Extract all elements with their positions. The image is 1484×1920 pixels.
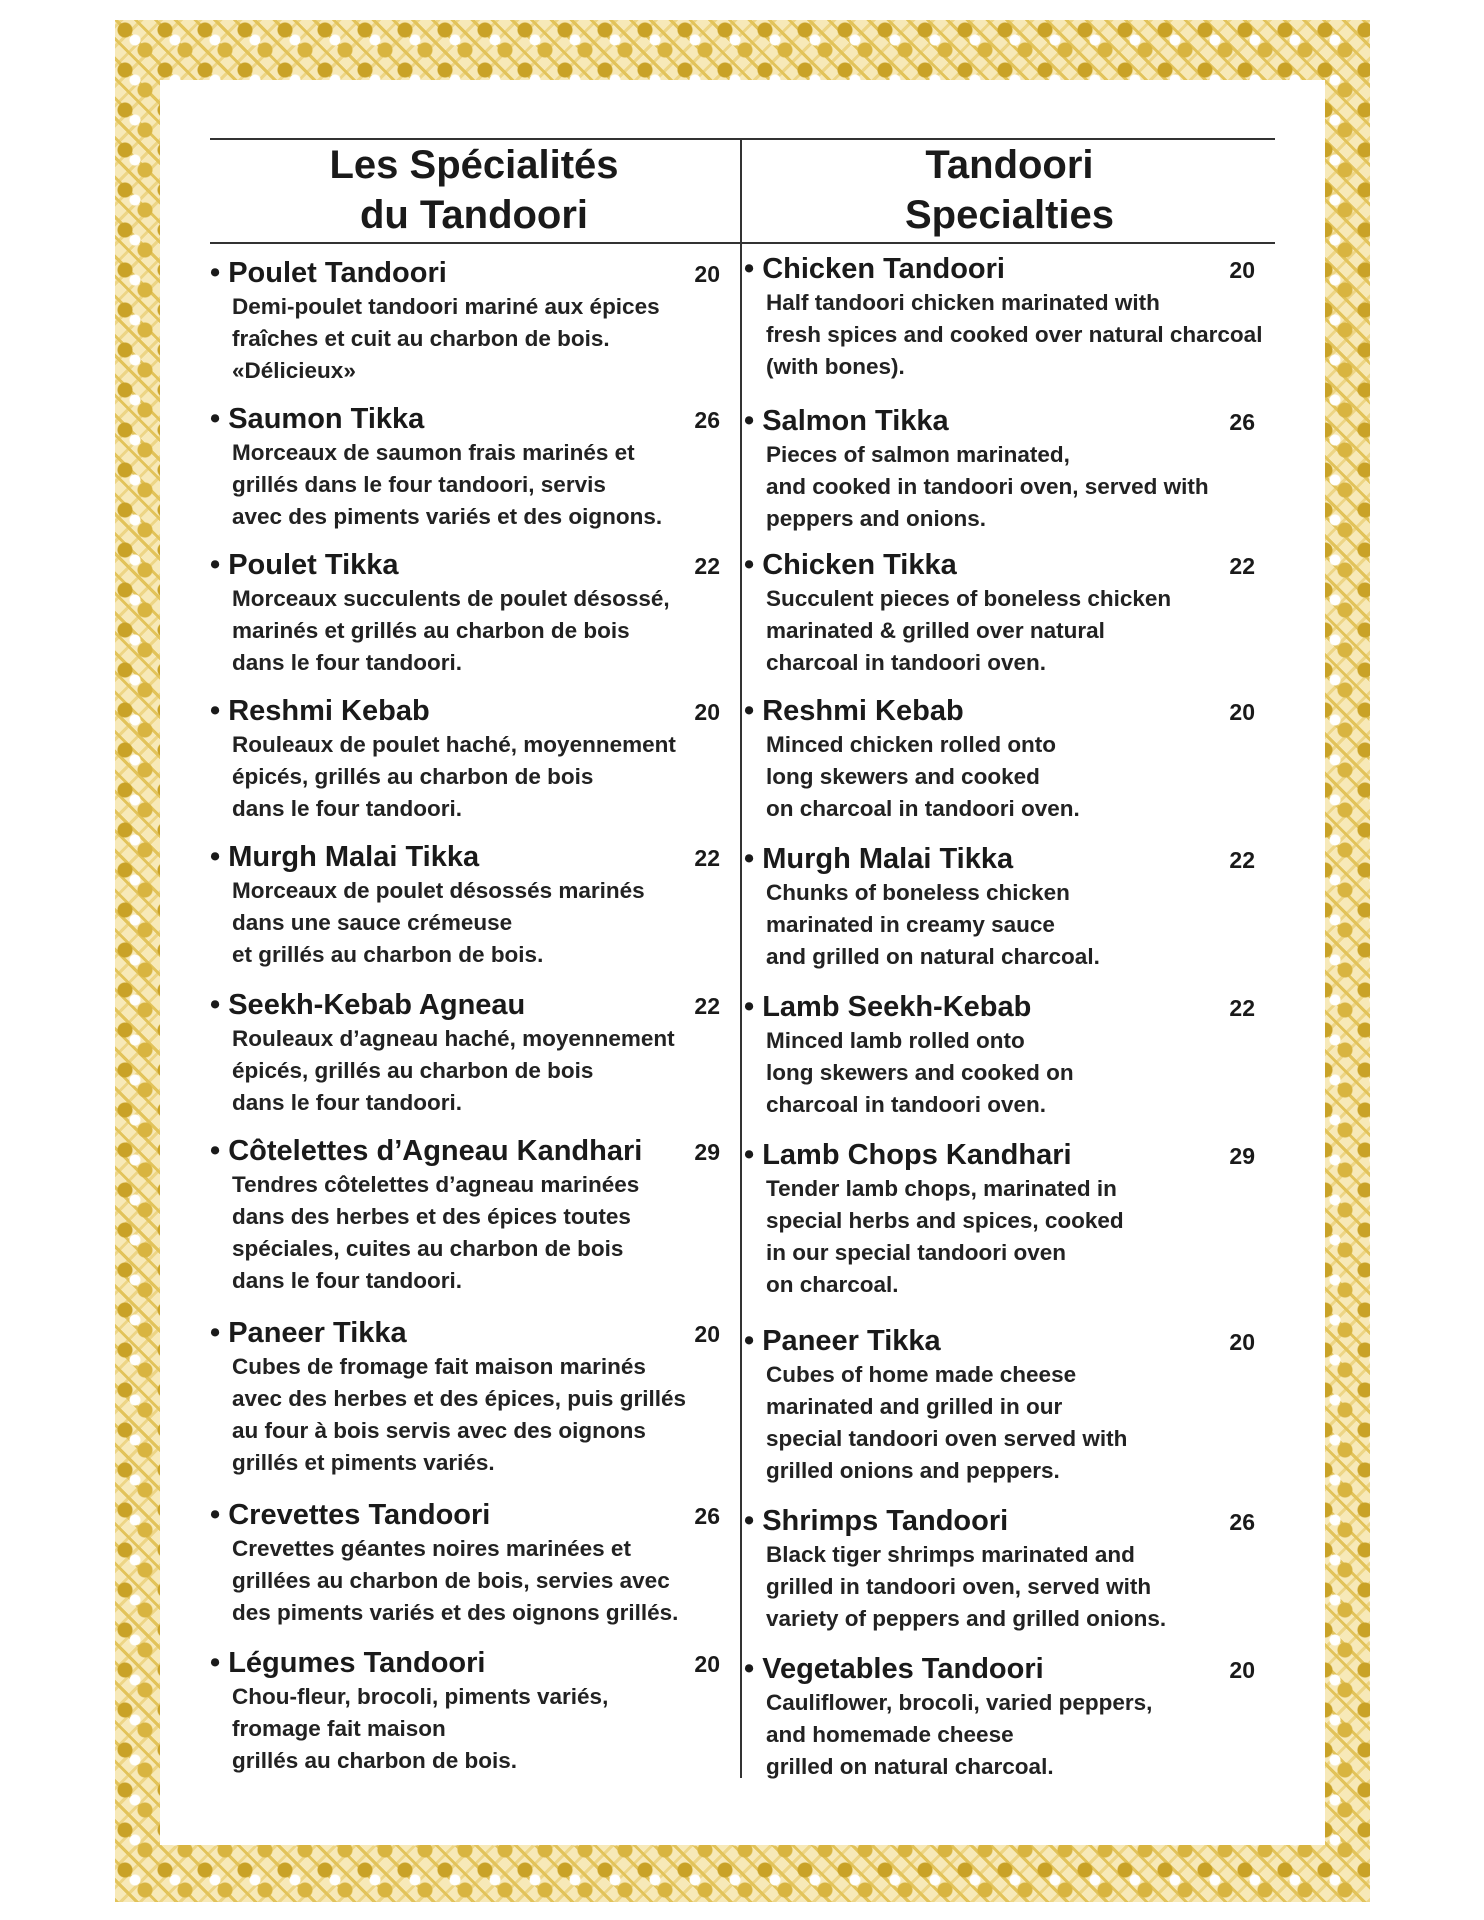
item-name: • Lamb Seekh-Kebab [744, 990, 1031, 1024]
header-rule [210, 242, 1275, 244]
menu-item [744, 404, 1275, 535]
item-price: 26 [1229, 409, 1255, 435]
menu-item [210, 1134, 738, 1297]
item-name: • Murgh Malai Tikka [210, 840, 479, 874]
item-name: • Murgh Malai Tikka [744, 842, 1013, 876]
item-description: Rouleaux de poulet haché, moyennement épicés, grillés au charbon de bois dans le four tandoori. [232, 732, 676, 821]
item-price: 20 [694, 261, 720, 287]
menu-sheet [210, 138, 1275, 1778]
item-description: Rouleaux d’agneau haché, moyennement épicés, grillés au charbon de bois dans le four tandoori. [232, 1026, 675, 1115]
item-description: Tendres côtelettes d’agneau marinées dans des herbes et des épices toutes spéciales, cuites au charbon de bois dans le four tandoori. [232, 1172, 640, 1293]
item-name: • Chicken Tikka [744, 548, 957, 582]
item-description: Pieces of salmon marinated, and cooked in tandoori oven, served with peppers and onions. [766, 442, 1209, 531]
item-price: 22 [1229, 847, 1255, 873]
english-title: Tandoori Specialties [904, 143, 1114, 237]
menu-item [210, 840, 738, 971]
menu-item [210, 1646, 738, 1777]
item-price: 20 [1229, 699, 1255, 725]
item-price: 20 [1229, 1329, 1255, 1355]
item-description: Chou-fleur, brocoli, piments variés, fromage fait maison grillés au charbon de bois. [232, 1684, 609, 1773]
french-column [210, 138, 738, 1773]
item-price: 26 [1229, 1509, 1255, 1535]
menu-item [744, 1652, 1275, 1783]
item-price: 20 [1229, 257, 1255, 283]
french-title: Les Spécialités du Tandoori [329, 143, 619, 237]
menu-item [744, 548, 1275, 679]
item-name: • Crevettes Tandoori [210, 1498, 490, 1532]
item-name: • Reshmi Kebab [744, 694, 964, 728]
item-price: 22 [694, 845, 720, 871]
menu-item [210, 256, 738, 387]
item-price: 22 [1229, 553, 1255, 579]
item-description: Half tandoori chicken marinated with fresh spices and cooked over natural charcoal (with bones). [766, 290, 1263, 379]
item-name: • Légumes Tandoori [210, 1646, 485, 1680]
item-description: Cubes of home made cheese marinated and grilled in our special tandoori oven served with grilled onions and peppers. [766, 1362, 1128, 1483]
item-name: • Salmon Tikka [744, 404, 949, 438]
item-price: 20 [1229, 1657, 1255, 1683]
menu-item [210, 548, 738, 679]
item-price: 22 [694, 993, 720, 1019]
item-name: • Vegetables Tandoori [744, 1652, 1044, 1686]
menu-item [744, 1324, 1275, 1487]
menu-item [210, 694, 738, 825]
menu-item [210, 1316, 738, 1479]
item-price: 20 [694, 699, 720, 725]
item-description: Demi-poulet tandoori mariné aux épices fraîches et cuit au charbon de bois. «Délicieux» [232, 294, 660, 383]
item-description: Morceaux de poulet désossés marinés dans une sauce crémeuse et grillés au charbon de bois. [232, 878, 645, 967]
item-price: 20 [694, 1321, 720, 1347]
item-description: Chunks of boneless chicken marinated in creamy sauce and grilled on natural charcoal. [766, 880, 1100, 969]
item-description: Minced lamb rolled onto long skewers and cooked on charcoal in tandoori oven. [766, 1028, 1074, 1117]
menu-item [744, 990, 1275, 1121]
item-name: • Reshmi Kebab [210, 694, 430, 728]
item-price: 29 [1229, 1143, 1255, 1169]
item-price: 26 [694, 407, 720, 433]
item-description: Crevettes géantes noires marinées et grillées au charbon de bois, servies avec des piments variés et des oignons grillés. [232, 1536, 679, 1625]
menu-item [744, 1504, 1275, 1635]
menu-item [744, 842, 1275, 973]
english-column [744, 138, 1275, 1779]
item-name: • Poulet Tandoori [210, 256, 447, 290]
item-name: • Shrimps Tandoori [744, 1504, 1008, 1538]
item-description: Black tiger shrimps marinated and grilled in tandoori oven, served with variety of peppers and grilled onions. [766, 1542, 1167, 1631]
item-description: Morceaux de saumon frais marinés et grillés dans le four tandoori, servis avec des piments variés et des oignons. [232, 440, 663, 529]
item-description: Morceaux succulents de poulet désossé, marinés et grillés au charbon de bois dans le four tandoori. [232, 586, 670, 675]
item-name: • Paneer Tikka [744, 1324, 941, 1358]
item-description: Tender lamb chops, marinated in special herbs and spices, cooked in our special tandoori oven on charcoal. [766, 1176, 1124, 1297]
menu-item [744, 694, 1275, 825]
item-name: • Paneer Tikka [210, 1316, 407, 1350]
item-name: • Lamb Chops Kandhari [744, 1138, 1072, 1172]
item-price: 22 [694, 553, 720, 579]
item-name: • Seekh-Kebab Agneau [210, 988, 525, 1022]
item-name: • Chicken Tandoori [744, 252, 1005, 286]
menu-item [210, 988, 738, 1119]
item-name: • Poulet Tikka [210, 548, 399, 582]
item-price: 29 [694, 1139, 720, 1165]
item-description: Cauliflower, brocoli, varied peppers, and homemade cheese grilled on natural charcoal. [766, 1690, 1153, 1779]
menu-item [744, 1138, 1275, 1301]
item-description: Succulent pieces of boneless chicken marinated & grilled over natural charcoal in tandoori oven. [766, 586, 1172, 675]
menu-item [210, 402, 738, 533]
item-description: Minced chicken rolled onto long skewers and cooked on charcoal in tandoori oven. [766, 732, 1080, 821]
item-name: • Saumon Tikka [210, 402, 424, 436]
item-description: Cubes de fromage fait maison marinés avec des herbes et des épices, puis grillés au four à bois servis avec des oignons grillés et piments variés. [232, 1354, 686, 1475]
menu-item [210, 1498, 738, 1629]
column-divider [740, 138, 742, 1778]
item-name: • Côtelettes d’Agneau Kandhari [210, 1134, 642, 1168]
item-price: 22 [1229, 995, 1255, 1021]
item-price: 20 [694, 1651, 720, 1677]
menu-item [744, 252, 1275, 383]
item-price: 26 [694, 1503, 720, 1529]
